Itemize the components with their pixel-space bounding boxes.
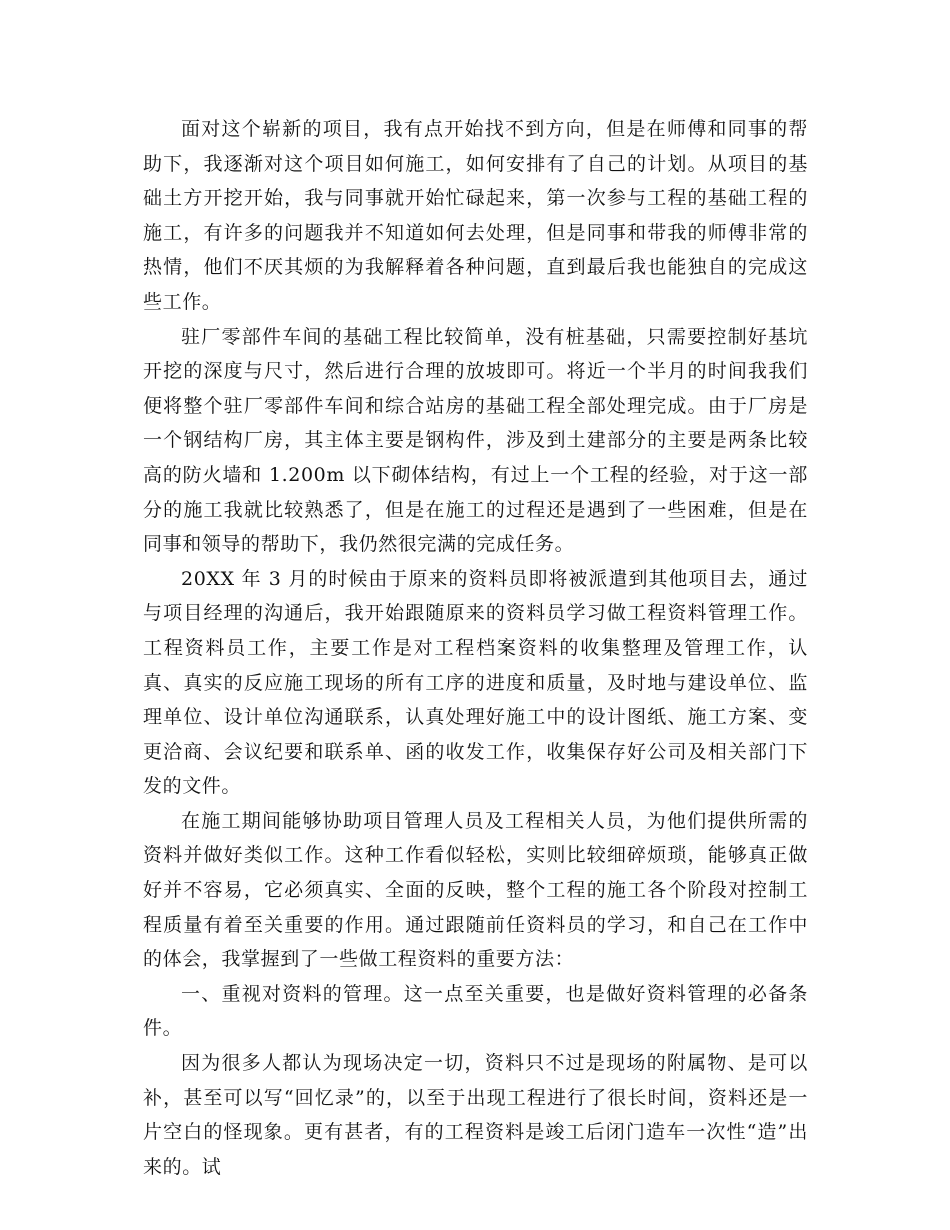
document-body [143,112,808,1184]
paragraph: 一、重视对资料的管理。这一点至关重要，也是做好资料管理的必备条件。 [143,982,808,1040]
paragraph: 在施工期间能够协助项目管理人员及工程相关人员，为他们提供所需的资料并做好类似工作。这种工作看似轻松，实则比较细碎烦琐，能够真正做好并不容易，它必须真实、全面的反映，整个工程的施工各个阶段对控制工程质量有着至关重要的作用。通过跟随前任资料员的学习，和自己在工作中的体会，我掌握到了一些做工程资料的重要方法： [143,809,808,971]
paragraph: 20XX 年 3 月的时候由于原来的资料员即将被派遣到其他项目去，通过与项目经理的沟通后，我开始跟随原来的资料员学习做工程资料管理工作。工程资料员工作，主要工作是对工程档案资料的收集整理及管理工作，认真、真实的反应施工现场的所有工序的进度和质量，及时地与建设单位、监理单位、设计单位沟通联系，认真处理好施工中的设计图纸、施工方案、变更洽商、会议纪要和联系单、函的收发工作，收集保存好公司及相关部门下发的文件。 [143,567,808,798]
paragraph: 面对这个崭新的项目，我有点开始找不到方向，但是在师傅和同事的帮助下，我逐渐对这个项目如何施工，如何安排有了自己的计划。从项目的基础土方开挖开始，我与同事就开始忙碌起来，第一次参与工程的基础工程的施工，有许多的问题我并不知道如何去处理，但是同事和带我的师傅非常的热情，他们不厌其烦的为我解释着各种问题，直到最后我也能独自的完成这些工作。 [143,118,808,313]
paragraph: 驻厂零部件车间的基础工程比较简单，没有桩基础，只需要控制好基坑开挖的深度与尺寸，然后进行合理的放坡即可。将近一个半月的时间我我们便将整个驻厂零部件车间和综合站房的基础工程全部处理完成。由于厂房是一个钢结构厂房，其主体主要是钢构件，涉及到土建部分的主要是两条比较高的防火墙和 1.200m 以下砌体结构，有过上一个工程的经验，对于这一部分的施工我就比较熟悉了，但是在施工的过程还是遇到了一些困难，但是在同事和领导的帮助下，我仍然很完满的完成任务。 [143,325,808,556]
paragraph: 因为很多人都认为现场决定一切，资料只不过是现场的附属物、是可以补，甚至可以写“回忆录”的，以至于出现工程进行了很长时间，资料还是一片空白的怪现象。更有甚者，有的工程资料是竣工后闭门造车一次性“造”出来的。试 [143,1052,808,1178]
